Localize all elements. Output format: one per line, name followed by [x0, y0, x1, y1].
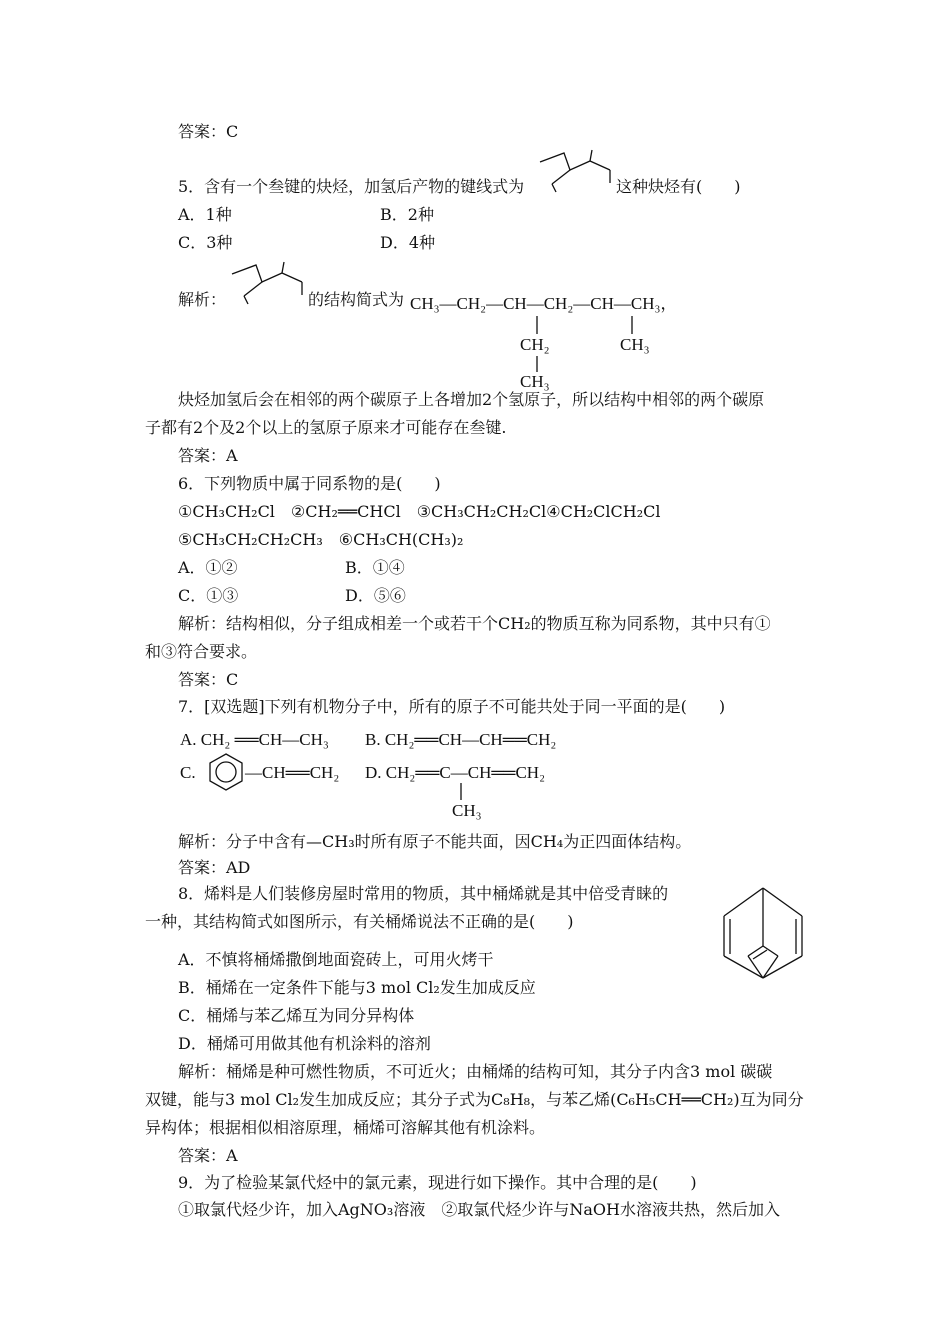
q6-items-2: ⑤CH₃CH₂CH₂CH₃ ⑥CH₃CH(CH₃)₂ — [178, 530, 464, 549]
q5-analysis-text-1: 炔烃加氢后会在相邻的两个碳原子上各增加2个氢原子，所以结构中相邻的两个碳原 — [178, 390, 765, 409]
q5-analysis-label: 解析： — [178, 290, 227, 309]
q7-answer: 答案：AD — [178, 858, 251, 877]
q5-option-d: D．4种 — [380, 233, 436, 252]
q6-option-b: B．①④ — [345, 558, 405, 577]
q5-formula-branch-ch2: CH₂ — [520, 335, 550, 354]
q7-analysis: 解析：分子中含有—CH₃时所有原子不能共面，因CH₄为正四面体结构。 — [178, 832, 692, 851]
q5-condensed-formula: CH₃—CH₂—CH—CH₂—CH—CH₃， — [410, 294, 678, 313]
q8-option-c: C．桶烯与苯乙烯互为同分异构体 — [178, 1006, 415, 1025]
q8-analysis-2: 双键，能与3 mol Cl₂发生加成反应；其分子式为C₈H₈，与苯乙烯(C₆H₅CH══CH₂)互为同分 — [145, 1090, 804, 1109]
q5-skeletal-structure — [538, 150, 618, 195]
q8-analysis-1: 解析：桶烯是种可燃性物质，不可近火；由桶烯的结构可知，其分子内含3 mol 碳碳 — [178, 1062, 773, 1081]
q5-analysis-text-2: 子都有2个及2个以上的氢原子原来才可能存在叁键. — [145, 418, 507, 437]
q9-stem: 9．为了检验某氯代烃中的氯元素，现进行如下操作。其中合理的是( ) — [178, 1173, 697, 1192]
q5-option-c: C．3种 — [178, 233, 233, 252]
q8-stem-2: 一种，其结构简式如图所示，有关桶烯说法不正确的是( ) — [145, 912, 574, 931]
q9-items-1: ①取氯代烃少许，加入AgNO₃溶液 ②取氯代烃少许与NaOH水溶液共热，然后加入 — [178, 1200, 780, 1219]
q6-option-a: A．①② — [178, 558, 238, 577]
q5-stem-end: 这种炔烃有( ) — [616, 177, 741, 196]
q5-option-a: A．1种 — [178, 205, 232, 224]
q8-answer: 答案：A — [178, 1146, 238, 1165]
q8-option-b: B．桶烯在一定条件下能与3 mol Cl₂发生加成反应 — [178, 978, 536, 997]
q4-answer: 答案：C — [178, 122, 239, 141]
q8-stem-1: 8．烯料是人们装修房屋时常用的物质，其中桶烯就是其中倍受青睐的 — [178, 884, 669, 903]
q6-option-c: C．①③ — [178, 586, 239, 605]
q5-stem: 5．含有一个叁键的炔烃，加氢后产物的键线式为 — [178, 177, 525, 196]
barrelene-structure — [718, 886, 808, 981]
q6-items-1: ①CH₃CH₂Cl ②CH₂══CHCl ③CH₃CH₂CH₂Cl④CH₂ClCH₂Cl — [178, 502, 661, 521]
q5-formula-branch-ch3-bottom: CH₃ — [520, 372, 550, 391]
q7-option-d-branch: CH₃ — [452, 801, 482, 820]
q5-analysis-mid: 的结构简式为 — [308, 290, 405, 309]
q5-option-b: B．2种 — [380, 205, 434, 224]
q5-formula-branch-ch3-right: CH₃ — [620, 335, 650, 354]
q5-answer: 答案：A — [178, 446, 238, 465]
q8-option-d: D．桶烯可用做其他有机涂料的溶剂 — [178, 1034, 431, 1053]
q7-stem: 7．[双选题]下列有机物分子中，所有的原子不可能共处于同一平面的是( ) — [178, 697, 726, 716]
q6-analysis-2: 和③符合要求。 — [145, 642, 258, 661]
q5-analysis-skeletal-structure — [230, 262, 310, 307]
q7-option-d-bond — [456, 782, 466, 802]
q6-analysis-1: 解析：结构相似，分子组成相差一个或若干个CH₂的物质互称为同系物，其中只有① — [178, 614, 771, 633]
q7-option-d: D. CH₂══C—CH══CH₂ — [365, 763, 545, 782]
q7-option-a: A. CH₂ ══CH—CH₃ — [180, 730, 329, 749]
q6-option-d: D．⑤⑥ — [345, 586, 406, 605]
q7-option-c-formula: —CH══CH₂ — [245, 763, 340, 782]
q8-analysis-3: 异构体；根据相似相溶原理，桶烯可溶解其他有机涂料。 — [145, 1118, 546, 1137]
q8-option-a: A．不慎将桶烯撒倒地面瓷砖上，可用火烤干 — [178, 950, 494, 969]
benzene-ring-icon — [206, 752, 246, 792]
q7-option-b: B. CH₂══CH—CH══CH₂ — [365, 730, 557, 749]
q6-answer: 答案：C — [178, 670, 239, 689]
q6-stem: 6．下列物质中属于同系物的是( ) — [178, 474, 441, 493]
q5-formula-bonds — [410, 314, 710, 384]
q7-option-c-label: C. — [180, 763, 196, 782]
